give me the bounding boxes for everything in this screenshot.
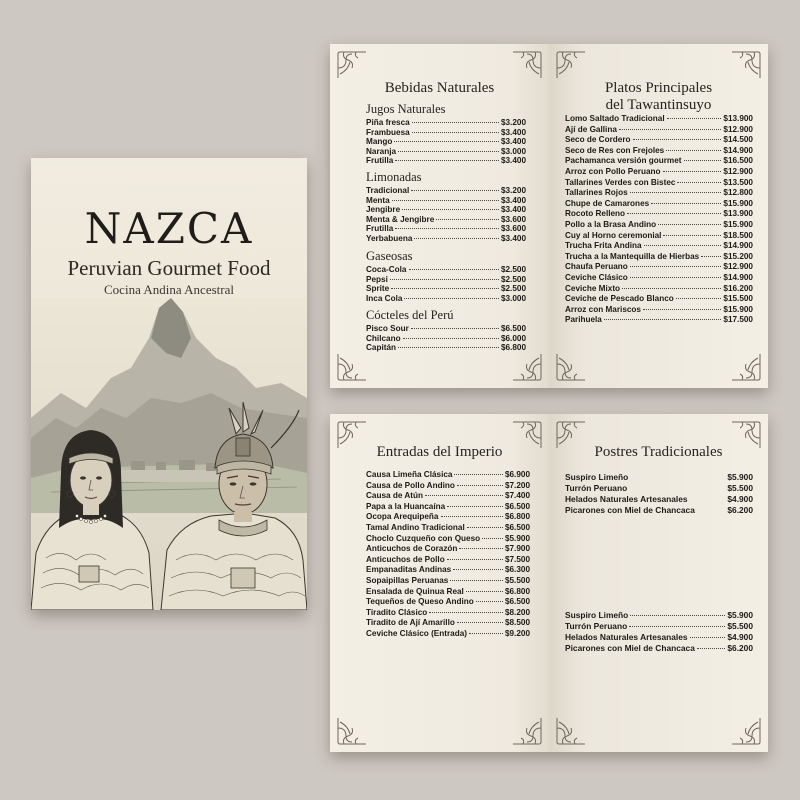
dot-leader: [404, 298, 499, 299]
item-price: $3.400: [500, 205, 526, 215]
item-name: Causa Limeña Clásica: [366, 470, 453, 479]
item-price: $6.300: [504, 565, 530, 575]
item-price: $6.900: [504, 470, 530, 479]
menu-item: [565, 220, 753, 231]
dot-leader: [412, 132, 499, 133]
dot-leader: [395, 228, 499, 229]
menu-item: [565, 315, 753, 326]
item-price: $6.500: [500, 324, 526, 333]
menu-item: [565, 632, 753, 643]
item-price: $3.400: [500, 195, 526, 205]
section-cocteles: [366, 308, 526, 353]
corner-ornament-icon: [336, 50, 370, 80]
item-name: Arroz con Mariscos: [565, 304, 641, 314]
menu-item: [565, 199, 753, 210]
corner-ornament-icon: [336, 352, 370, 382]
dot-leader: [395, 160, 499, 161]
dot-leader: [467, 527, 503, 528]
dot-leader: [630, 615, 725, 616]
item-name: Ceviche Mixto: [565, 283, 621, 293]
dot-leader: [630, 266, 722, 267]
item-name: Ceviche de Pescado Blanco: [565, 294, 674, 304]
dot-leader: [453, 569, 503, 570]
menu-item: [366, 523, 530, 534]
item-price: $4.900: [727, 494, 753, 504]
page-platos: [549, 44, 768, 388]
item-name: Helados Naturales Artesanales: [565, 632, 688, 642]
corner-ornament-icon: [509, 352, 543, 382]
menu-item: [366, 343, 526, 353]
corner-ornament-icon: [728, 352, 762, 382]
dot-leader: [411, 328, 499, 329]
menu-item: [366, 186, 526, 196]
dot-leader: [658, 224, 721, 225]
section-postres-repeat: [565, 610, 753, 654]
menu-item: [565, 273, 753, 284]
menu-item: [565, 135, 753, 146]
menu-item: [366, 147, 526, 157]
item-name: Turrón Peruano: [565, 483, 628, 493]
item-price: $15.500: [723, 294, 753, 304]
menu-item: [366, 215, 526, 225]
item-name: Menta: [366, 195, 390, 205]
menu-item: [366, 555, 530, 566]
corner-ornament-icon: [728, 50, 762, 80]
item-price: $5.900: [504, 533, 530, 543]
item-name: Piña fresca: [366, 118, 410, 127]
dot-leader: [411, 190, 499, 191]
menu-item: [366, 118, 526, 128]
dot-leader: [643, 309, 721, 310]
item-price: $3.200: [500, 118, 526, 127]
item-name: Pollo a la Brasa Andino: [565, 219, 657, 229]
menu-item: [565, 241, 753, 252]
menu-item: [565, 188, 753, 199]
dot-leader: [436, 219, 499, 220]
item-name: Suspiro Limeño: [565, 610, 629, 620]
menu-item: [366, 576, 530, 587]
dot-leader: [412, 122, 499, 123]
item-name: Tallarines Rojos: [565, 188, 628, 198]
section-entradas: [366, 470, 530, 640]
menu-item: [366, 137, 526, 147]
page-postres: [549, 414, 768, 752]
corner-ornament-icon: [509, 716, 543, 746]
item-price: $15.900: [723, 304, 753, 314]
dot-leader: [684, 160, 722, 161]
menu-item: [366, 224, 526, 234]
item-name: Lomo Saltado Tradicional: [565, 114, 665, 123]
dot-leader: [633, 139, 722, 140]
item-name: Chupe de Camarones: [565, 198, 650, 208]
item-price: $7.900: [504, 544, 530, 554]
menu-booklet-drinks-mains: [330, 44, 768, 388]
menu-item: [565, 305, 753, 316]
postres-list: [565, 472, 753, 516]
item-price: $5.500: [727, 483, 753, 493]
cover-subtitle: Peruvian Gourmet Food: [67, 256, 271, 280]
page-title: Bebidas Naturales: [384, 80, 495, 96]
item-name: Ocopa Arequipeña: [366, 512, 439, 522]
dot-leader: [663, 171, 722, 172]
dot-leader: [676, 298, 722, 299]
menu-item: [366, 284, 526, 294]
item-price: $9.200: [504, 628, 530, 638]
corner-ornament-icon: [336, 716, 370, 746]
section-postres: [565, 472, 753, 516]
item-price: $14.500: [723, 135, 753, 145]
menu-item: [366, 597, 530, 608]
dot-leader: [469, 633, 503, 634]
item-name: Tamal Andino Tradicional: [366, 522, 465, 532]
item-name: Ají de Gallina: [565, 124, 617, 134]
dot-leader: [701, 256, 721, 257]
item-price: $6.200: [727, 643, 753, 653]
menu-item: [565, 178, 753, 189]
item-price: $7.200: [504, 480, 530, 490]
item-price: $13.900: [723, 209, 753, 219]
item-price: $3.600: [500, 214, 526, 224]
cover-tagline: Cocina Andina Ancestral: [104, 282, 234, 297]
dot-leader: [690, 637, 726, 638]
menu-item: [366, 265, 526, 275]
menu-item: [366, 608, 530, 619]
item-name: Ensalada de Quinua Real: [366, 586, 464, 596]
item-price: $12.900: [723, 166, 753, 176]
menu-item: [366, 534, 530, 545]
dot-leader: [630, 192, 722, 193]
item-name: Anticuchos de Pollo: [366, 554, 445, 564]
corner-ornament-icon: [509, 50, 543, 80]
item-price: $12.900: [723, 124, 753, 134]
item-name: Capitán: [366, 343, 397, 353]
dot-leader: [409, 269, 499, 270]
item-price: $6.500: [504, 522, 530, 532]
item-name: Causa de Atún: [366, 491, 424, 501]
item-name: Frutilla: [366, 224, 394, 234]
menu-item: [565, 114, 753, 125]
item-price: $3.200: [500, 186, 526, 195]
item-name: Pachamanca versión gourmet: [565, 156, 682, 166]
item-name: Sprite: [366, 284, 390, 294]
menu-item: [366, 470, 530, 481]
item-name: Trucha a la Mantequilla de Hierbas: [565, 251, 700, 261]
item-price: $3.400: [500, 233, 526, 243]
corner-ornament-icon: [555, 50, 589, 80]
item-price: $12.900: [723, 262, 753, 272]
item-name: Picarones con Miel de Chancaca: [565, 643, 695, 653]
menu-item: [565, 209, 753, 220]
item-price: $6.500: [504, 501, 530, 511]
menu-item: [565, 262, 753, 273]
item-name: Cuy al Horno ceremonial: [565, 230, 662, 240]
dot-leader: [604, 319, 722, 320]
menu-item: [366, 196, 526, 206]
section-heading: Limonadas: [366, 170, 422, 184]
item-price: $16.200: [723, 283, 753, 293]
item-price: $5.900: [727, 610, 753, 620]
item-price: $18.500: [723, 230, 753, 240]
item-price: $17.500: [723, 315, 753, 325]
item-price: $6.200: [727, 505, 753, 515]
dot-leader: [459, 548, 503, 549]
menu-item: [565, 252, 753, 263]
item-price: $15.200: [723, 251, 753, 261]
item-name: Sopaipillas Peruanas: [366, 575, 449, 585]
item-name: Menta & Jengibre: [366, 214, 435, 224]
page-title: Postres Tradicionales: [594, 444, 723, 460]
item-price: $16.500: [723, 156, 753, 166]
menu-item: [565, 156, 753, 167]
dot-leader: [392, 200, 499, 201]
item-price: $2.500: [500, 284, 526, 294]
item-price: $3.400: [500, 137, 526, 147]
dot-leader: [447, 559, 503, 560]
dot-leader: [666, 150, 721, 151]
menu-item: [565, 505, 753, 516]
item-price: $6.800: [504, 586, 530, 596]
menu-cover: [31, 158, 307, 610]
item-price: $3.400: [500, 127, 526, 137]
item-name: Causa de Pollo Andino: [366, 480, 455, 490]
item-price: $3.000: [500, 146, 526, 156]
item-name: Choclo Cuzqueño con Queso: [366, 533, 481, 543]
menu-booklet-starters-desserts: [330, 414, 768, 752]
item-price: $6.800: [500, 343, 526, 353]
dot-leader: [630, 277, 722, 278]
limonadas-list: [366, 186, 526, 244]
jugos-list: [366, 118, 526, 166]
item-name: Empanaditas Andinas: [366, 565, 452, 575]
item-name: Seco de Res con Frejoles: [565, 145, 665, 155]
item-price: $6.000: [500, 333, 526, 343]
menu-item: [366, 502, 530, 513]
menu-item: [565, 125, 753, 136]
menu-item: [366, 481, 530, 492]
item-name: Yerbabuena: [366, 233, 413, 243]
menu-item: [366, 629, 530, 640]
item-name: Anticuchos de Corazón: [366, 544, 458, 554]
menu-item: [565, 610, 753, 621]
menu-item: [366, 234, 526, 244]
menu-item: [565, 231, 753, 242]
item-name: Pisco Sour: [366, 324, 409, 333]
item-price: $15.900: [723, 219, 753, 229]
menu-item: [366, 324, 526, 334]
item-price: $7.500: [504, 554, 530, 564]
item-price: $5.500: [504, 575, 530, 585]
dot-leader: [627, 213, 721, 214]
item-name: Suspiro Limeño: [565, 472, 629, 482]
item-name: Rocoto Relleno: [565, 209, 626, 219]
corner-ornament-icon: [555, 716, 589, 746]
entradas-list: [366, 470, 530, 640]
item-price: $6.500: [504, 597, 530, 607]
item-price: $14.900: [723, 145, 753, 155]
restaurant-name: NAZCA: [84, 204, 254, 253]
item-price: $3.400: [500, 156, 526, 166]
menu-item: [565, 167, 753, 178]
menu-item: [366, 334, 526, 344]
menu-item: [366, 128, 526, 138]
dot-leader: [622, 288, 721, 289]
menu-item: [366, 544, 530, 555]
item-price: $2.500: [500, 274, 526, 284]
item-price: $14.900: [723, 241, 753, 251]
dot-leader: [441, 516, 503, 517]
item-name: Papa a la Huancaína: [366, 501, 446, 511]
page-entradas: [330, 414, 549, 752]
dot-leader: [667, 118, 722, 119]
item-name: Ceviche Clásico (Entrada): [366, 628, 468, 638]
menu-item: [565, 483, 753, 494]
dot-leader: [651, 203, 721, 204]
item-name: Tiradito de Ají Amarillo: [366, 618, 455, 628]
dot-leader: [697, 648, 726, 649]
menu-item: [366, 294, 526, 304]
item-price: $8.500: [504, 618, 530, 628]
section-heading: Jugos Naturales: [366, 102, 446, 116]
section-jugos: [366, 102, 526, 166]
dot-leader: [394, 141, 499, 142]
item-name: Tallarines Verdes con Bistec: [565, 177, 676, 187]
menu-item: [366, 205, 526, 215]
item-price: $8.200: [504, 607, 530, 617]
item-price: $3.600: [500, 224, 526, 234]
dot-leader: [414, 238, 499, 239]
menu-item: [366, 512, 530, 523]
dot-leader: [402, 209, 499, 210]
item-name: Frambuesa: [366, 127, 410, 137]
page-bebidas: [330, 44, 549, 388]
dot-leader: [476, 601, 503, 602]
item-name: Seco de Cordero: [565, 135, 631, 145]
item-price: $13.500: [723, 177, 753, 187]
item-name: Inca Cola: [366, 293, 403, 303]
item-name: Mango: [366, 137, 393, 147]
dot-leader: [482, 538, 503, 539]
item-price: $15.900: [723, 198, 753, 208]
item-price: $2.500: [500, 265, 526, 274]
page-title-line2: del Tawantinsuyo: [605, 97, 712, 113]
item-name: Tiradito Clásico: [366, 607, 428, 617]
dot-leader: [391, 288, 499, 289]
dot-leader: [398, 347, 499, 348]
dot-leader: [403, 338, 499, 339]
item-name: Naranja: [366, 146, 397, 156]
item-name: Ceviche Clásico: [565, 272, 628, 282]
corner-ornament-icon: [728, 716, 762, 746]
page-title-line1: Platos Principales: [604, 80, 713, 96]
item-name: Picarones con Miel de Chancaca: [565, 505, 695, 515]
item-name: Tradicional: [366, 186, 410, 195]
item-price: $3.000: [500, 293, 526, 303]
menu-item: [565, 621, 753, 632]
dot-leader: [457, 485, 503, 486]
dot-leader: [425, 495, 503, 496]
menu-item: [366, 618, 530, 629]
dot-leader: [677, 182, 721, 183]
menu-item: [366, 275, 526, 285]
menu-item: [366, 565, 530, 576]
item-price: $5.900: [727, 472, 753, 482]
menu-item: [565, 146, 753, 157]
menu-item: [565, 472, 753, 483]
item-name: Jengibre: [366, 205, 401, 215]
item-name: Frutilla: [366, 156, 394, 166]
dot-leader: [619, 129, 722, 130]
item-name: Chilcano: [366, 333, 401, 343]
dot-leader: [457, 622, 503, 623]
item-price: $6.800: [504, 512, 530, 522]
dot-leader: [466, 591, 503, 592]
item-price: $12.800: [723, 188, 753, 198]
menu-item: [366, 156, 526, 166]
item-price: $13.900: [723, 114, 753, 123]
item-price: $7.400: [504, 491, 530, 501]
dot-leader: [644, 245, 722, 246]
item-name: Turrón Peruano: [565, 621, 628, 631]
item-name: Chaufa Peruano: [565, 262, 628, 272]
section-gaseosas: [366, 249, 526, 303]
menu-item: [565, 494, 753, 505]
item-name: Trucha Frita Andina: [565, 241, 642, 251]
menu-item: [366, 587, 530, 598]
machu-picchu-inca-illustration: [31, 298, 307, 610]
postres-list-repeat: [565, 610, 753, 654]
cocteles-list: [366, 324, 526, 353]
menu-item: [565, 294, 753, 305]
section-heading: Gaseosas: [366, 249, 413, 263]
dot-leader: [398, 151, 499, 152]
dot-leader: [450, 580, 503, 581]
item-name: Tequeños de Queso Andino: [366, 597, 474, 607]
item-name: Coca-Cola: [366, 265, 407, 274]
item-price: $4.900: [727, 632, 753, 642]
section-heading: Cócteles del Perú: [366, 308, 454, 322]
dot-leader: [454, 474, 502, 475]
item-price: $5.500: [727, 621, 753, 631]
menu-item: [565, 643, 753, 654]
menu-item: [366, 491, 530, 502]
menu-item: [565, 284, 753, 295]
page-title: Entradas del Imperio: [376, 444, 503, 460]
dot-leader: [390, 279, 499, 280]
platos-list: [565, 114, 753, 326]
dot-leader: [663, 235, 721, 236]
item-price: $14.900: [723, 272, 753, 282]
gaseosas-list: [366, 265, 526, 303]
item-name: Helados Naturales Artesanales: [565, 494, 688, 504]
section-limonadas: [366, 170, 526, 244]
dot-leader: [629, 626, 725, 627]
dot-leader: [447, 506, 503, 507]
item-name: Parihuela: [565, 315, 602, 325]
corner-ornament-icon: [555, 352, 589, 382]
item-name: Pepsi: [366, 274, 388, 284]
section-platos: [565, 114, 753, 326]
page-title: [549, 80, 768, 114]
item-name: Arroz con Pollo Peruano: [565, 166, 661, 176]
dot-leader: [429, 612, 503, 613]
